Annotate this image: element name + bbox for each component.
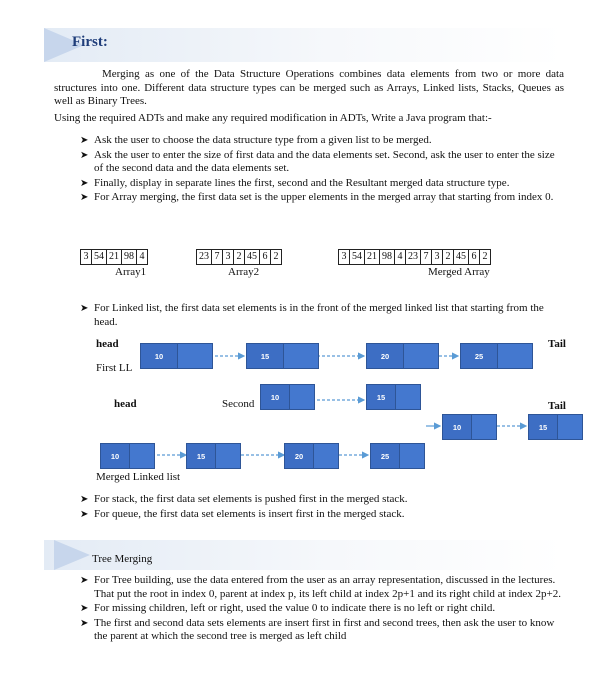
arrowhead-bullet-icon: ➤ (80, 192, 89, 203)
arrowhead-bullet-icon: ➤ (80, 135, 89, 146)
array-cell: 23 (405, 250, 420, 264)
task-paragraph: Using the required ADTs and make any required modification in ADTs, Write a Java program that:- (54, 112, 492, 124)
array-cell: 3 (341, 251, 347, 262)
merged-tail-node: 10 (442, 414, 497, 440)
array-cell: 98 (121, 250, 136, 264)
array-cell: 23 (199, 251, 209, 262)
array-cell: 3 (431, 250, 442, 264)
intro-paragraph: Merging as one of the Data Structure Operations combines data elements from two or more data structures into one. Different data structure types can be merged such as Arrays, Linked lists, Stacks, Queues as well as Binary Trees. (54, 68, 564, 107)
first-ll-node: 15 (246, 343, 319, 369)
first-ll-label: First LL (96, 362, 133, 374)
head-label: head (114, 398, 137, 410)
arrowhead-bullet-icon: ➤ (80, 149, 89, 161)
first-ll-node: 25 (460, 343, 533, 369)
arrowhead-bullet-icon: ➤ (80, 177, 89, 189)
array-cell: 2 (233, 250, 244, 264)
merged-tail-node: 15 (528, 414, 583, 440)
merged-ll-node: 20 (284, 443, 339, 469)
merged-ll-node: 10 (100, 443, 155, 469)
head-label: head (96, 338, 119, 350)
array-cell: 21 (364, 250, 379, 264)
stack-queue-list (80, 493, 564, 522)
array-cell: 7 (211, 250, 222, 264)
second-ll-node: 15 (366, 384, 421, 410)
list-item: ➤ Finally, display in separate lines the first, second and the Resultant merged data structure type. (80, 176, 510, 189)
merged-ll-label: Merged Linked list (96, 471, 181, 483)
merged-array-label: Merged Array (428, 266, 490, 278)
array-cell: 4 (394, 250, 405, 264)
array-cell: 45 (244, 250, 259, 264)
first-ll-node: 20 (366, 343, 439, 369)
array-cell: 21 (106, 250, 121, 264)
tree-list (80, 574, 564, 645)
array-cell: 54 (349, 250, 364, 264)
first-ll-node: 10 (140, 343, 213, 369)
array-cell: 2 (270, 250, 281, 264)
array-cell: 54 (91, 250, 106, 264)
array1-label: Array1 (115, 266, 147, 278)
section-heading: First: (72, 34, 108, 50)
second-ll-node: 10 (260, 384, 315, 410)
arrowhead-bullet-icon: ➤ (80, 575, 89, 586)
array2-label: Array2 (228, 266, 260, 278)
second-label: Second (222, 398, 255, 410)
arrowhead-bullet-icon: ➤ (80, 603, 89, 614)
banner-triangle-icon (54, 540, 90, 570)
list-item: ➤ For missing children, left or right, used the value 0 to indicate there is no left or right child. (80, 602, 496, 614)
array-cell: 3 (222, 250, 233, 264)
list-item: ➤ For Array merging, the first data set is the upper elements in the merged array that starting from index 0. (80, 191, 554, 203)
list-item: ➤ For stack, the first data set elements is pushed first in the merged stack. (80, 493, 408, 505)
array-cell: 7 (420, 250, 431, 264)
arrowhead-bullet-icon: ➤ (80, 617, 89, 629)
merged-ll-node: 15 (186, 443, 241, 469)
list-item: ➤ For Tree building, use the data entered from the user as an array representation, discussed in the lectures. That put the root in index 0, parent at index p, its left child at index 2p+1 and its right child at index 2p+2. (80, 574, 561, 600)
arrowhead-bullet-icon: ➤ (80, 508, 89, 520)
array-cell: 6 (468, 250, 479, 264)
array-cell: 2 (479, 250, 490, 264)
list-item: ➤ Ask the user to choose the data structure type from a given list to be merged. (80, 134, 432, 146)
tail-label: Tail (548, 400, 566, 412)
list-item: ➤ For queue, the first data set elements is insert first in the merged stack. (80, 507, 405, 520)
tree-heading: Tree Merging (92, 553, 153, 565)
tail-label: Tail (548, 338, 566, 350)
array-cell: 3 (83, 251, 89, 262)
arrowhead-bullet-icon: ➤ (80, 494, 89, 505)
array-cell: 2 (442, 250, 453, 264)
arrowhead-bullet-icon: ➤ (80, 303, 89, 314)
array-cell: 6 (259, 250, 270, 264)
list-item: ➤ The first and second data sets elements are insert first in first and second trees, then ask the user to know the parent at which the second tree is merged as left child (80, 616, 555, 642)
list-item: ➤ For Linked list, the first data set elements is in the front of the merged linked list that starting from the head. (80, 302, 544, 328)
merged-ll-node: 25 (370, 443, 425, 469)
list-item: ➤ Ask the user to enter the size of first data and the data elements set. Second, ask the user to enter the size of the second data and the data elements set. (80, 148, 555, 174)
array-cell: 45 (453, 250, 468, 264)
array-cell: 98 (379, 250, 394, 264)
array-cell: 4 (136, 250, 147, 264)
